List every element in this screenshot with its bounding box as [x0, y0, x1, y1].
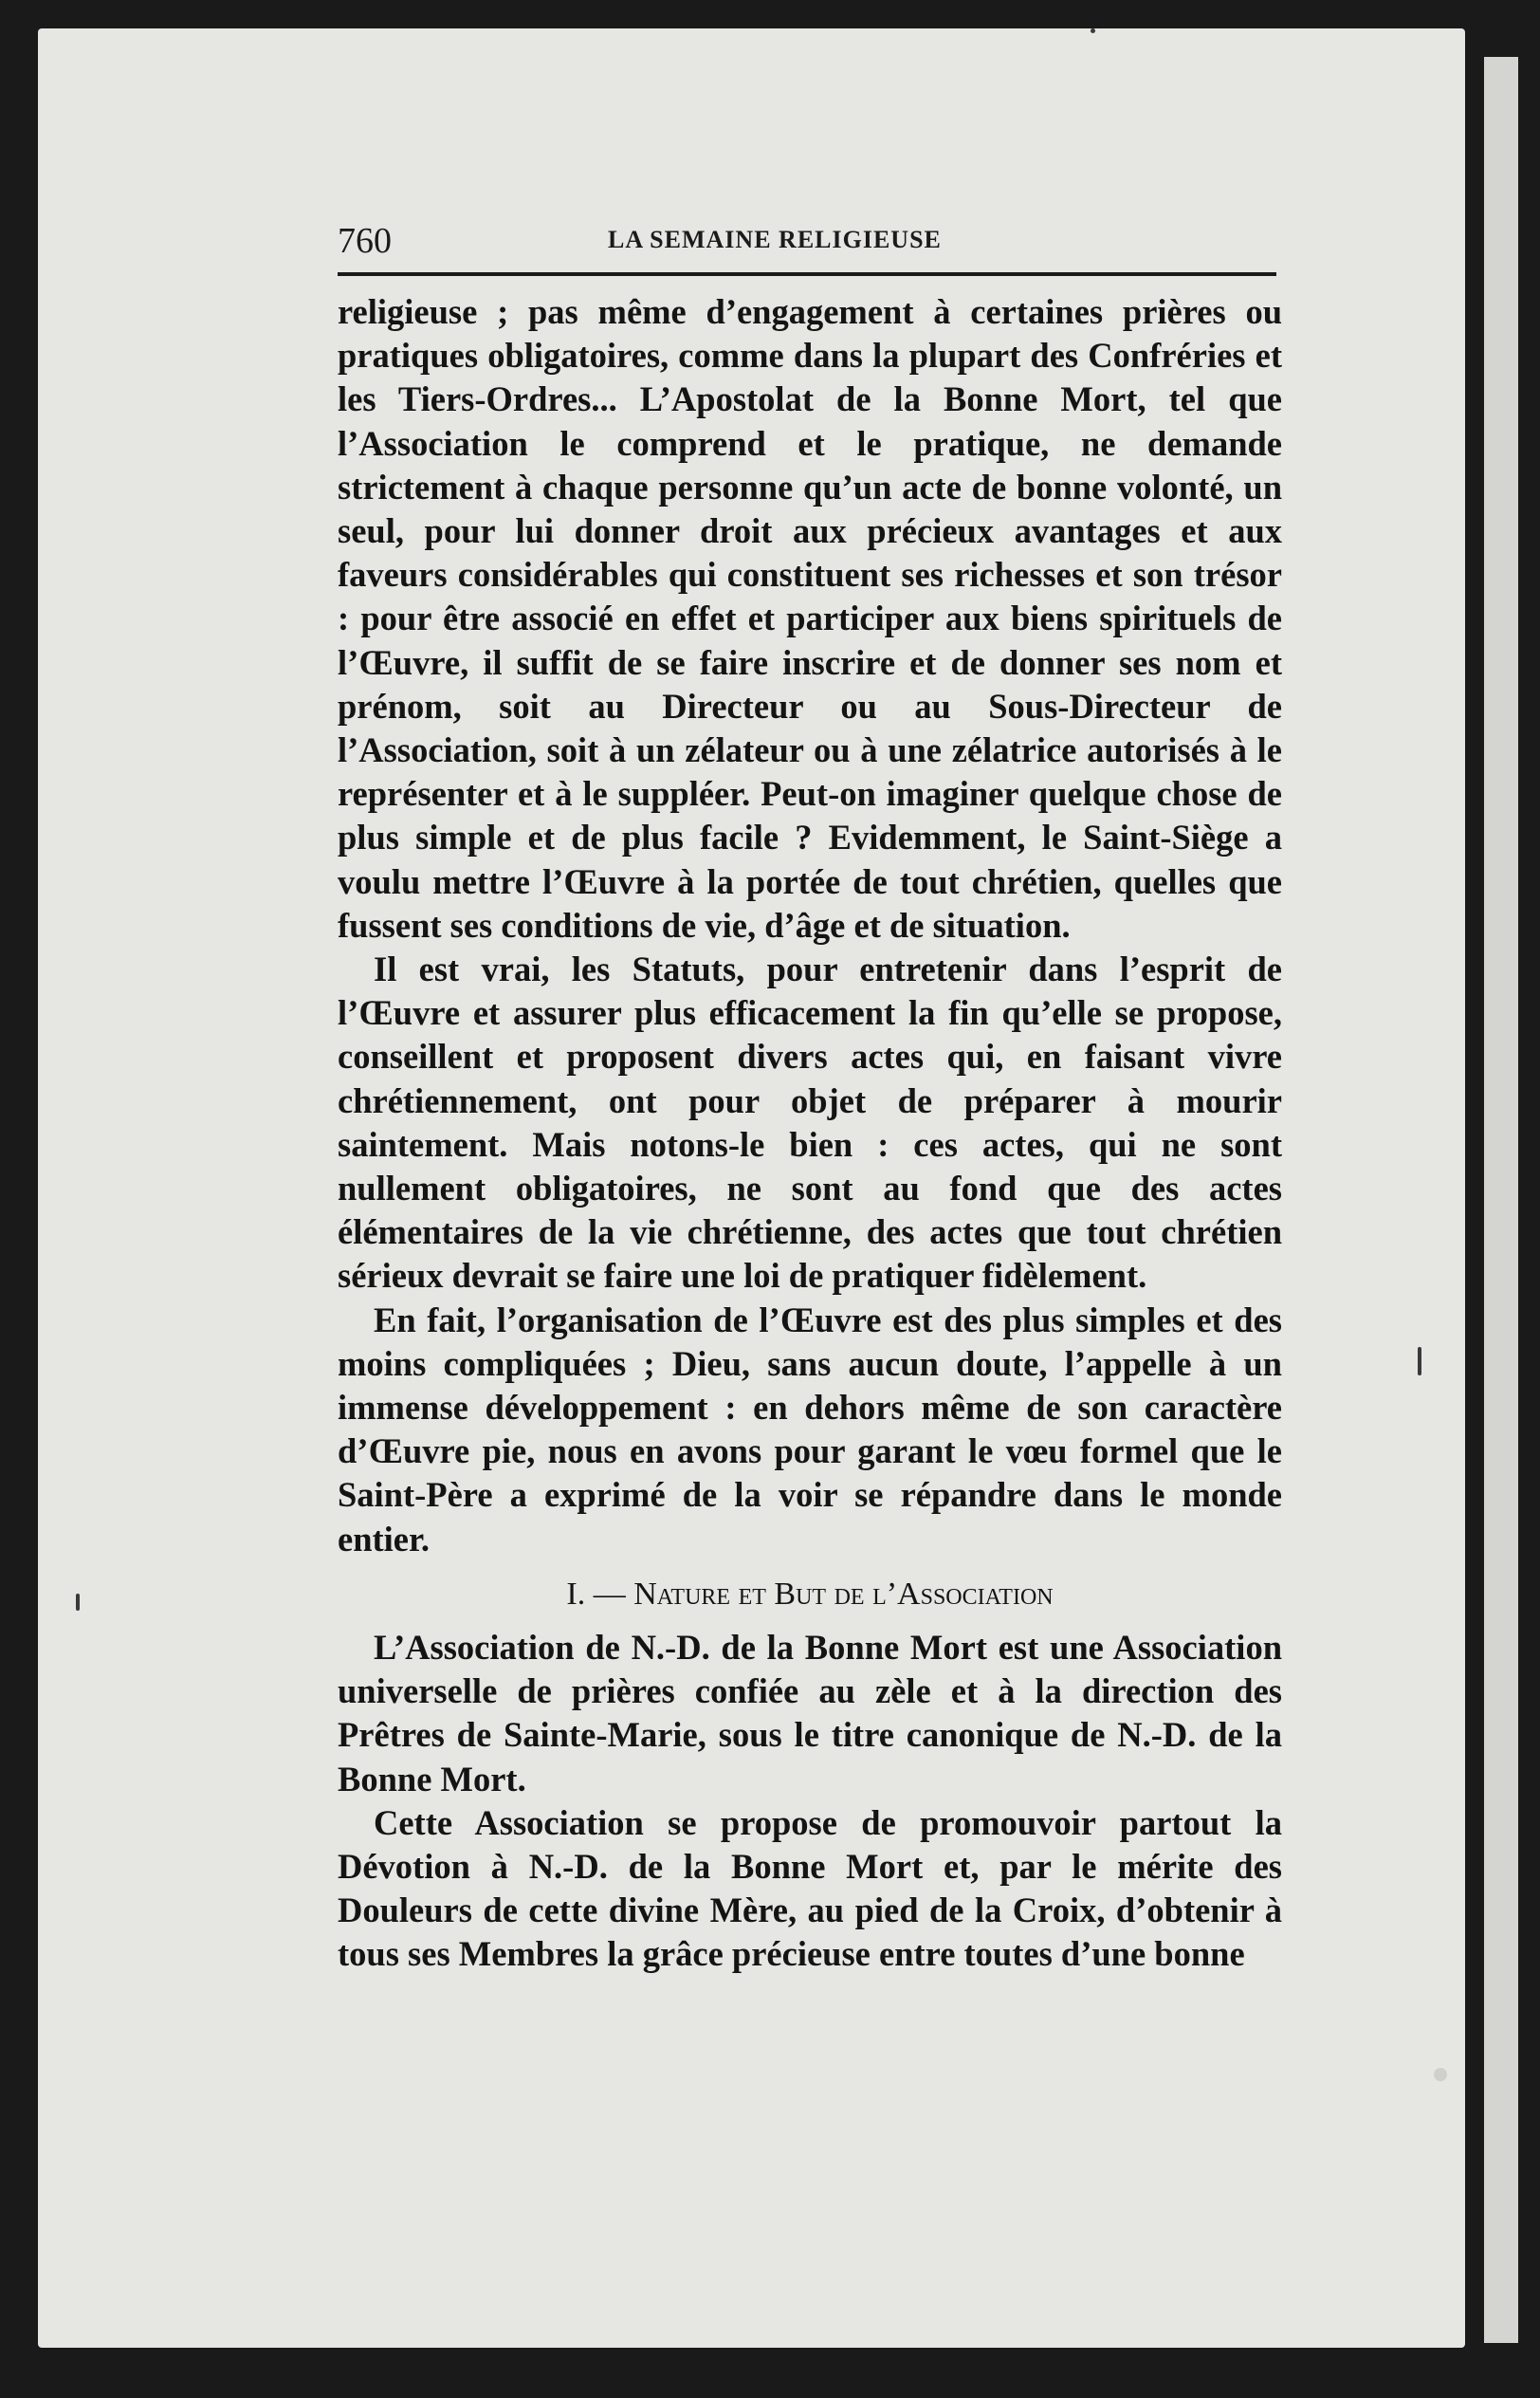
paragraph-2: Il est vrai, les Statuts, pour entretenir dans l’esprit de l’Œuvre et assurer plus efficacement la fin qu’elle se propose, conseillent et proposent divers actes qui, en faisant vivre chrétiennement, ont pour objet de préparer à mourir saintement. Mais notons-le bien : ces actes, qui ne sont nullement obligatoires, ne sont au fond que des actes élémentaires de la vie chrétienne, des actes que tout chrétien sérieux devrait se faire une loi de pratiquer fidèlement.	[338, 950, 1282, 1296]
dust-speck	[1418, 1347, 1421, 1375]
article-body	[338, 290, 1282, 1977]
dust-speck	[1091, 28, 1095, 33]
dust-speck	[76, 1594, 80, 1611]
paragraph-3: En fait, l’organisation de l’Œuvre est des plus simples et des moins compliquées ; Dieu, sans aucun doute, l’appelle à un immense développement : en dehors même de son caractère d’Œuvre pie, nous en avons pour garant le vœu formel que le Saint-Père a exprimé de la voir se répandre dans le monde entier.	[338, 1300, 1282, 1559]
section-heading: I. — Nature et But de l’Association	[566, 1576, 1054, 1612]
page-number: 760	[338, 221, 392, 261]
header-rule	[338, 272, 1276, 276]
paragraph-4: L’Association de N.-D. de la Bonne Mort est une Association universelle de prières confiée au zèle et à la direction des Prêtres de Sainte-Marie, sous le titre canonique de N.-D. de la Bonne Mort.	[338, 1627, 1282, 1798]
paragraph-1: religieuse ; pas même d’engagement à certaines prières ou pratiques obligatoires, comme dans la plupart des Confréries et les Tiers-Ordres... L’Apostolat de la Bonne Mort, tel que l’Association le comprend et le pratique, ne demande strictement à chaque personne qu’un acte de bonne volonté, un seul, pour lui donner droit aux précieux avantages et aux faveurs considérables qui constituent ses richesses et son trésor : pour être associé en effet et participer aux biens spirituels de l’Œuvre, il suffit de se faire inscrire et de donner ses nom et prénom, soit au Directeur ou au Sous-Directeur de l’Association, soit à un zélateur ou à une zélatrice autorisés à le représenter et à le suppléer. Peut-on imaginer quelque chose de plus simple et de plus facile ? Evidemment, le Saint-Siège a voulu mettre l’Œuvre à la portée de tout chrétien, quelles que fussent ses conditions de vie, d’âge et de situation.	[338, 292, 1282, 945]
running-head	[338, 220, 1276, 267]
adjacent-page-edge	[1484, 57, 1518, 2343]
journal-title: LA SEMAINE RELIGIEUSE	[608, 226, 942, 253]
dust-speck	[1434, 2068, 1447, 2081]
paragraph-5: Cette Association se propose de promouvoir partout la Dévotion à N.-D. de la Bonne Mort et, par le mérite des Douleurs de cette divine Mère, au pied de la Croix, d’obtenir à tous ses Membres la grâce précieuse entre toutes d’une bonne	[338, 1802, 1282, 1974]
